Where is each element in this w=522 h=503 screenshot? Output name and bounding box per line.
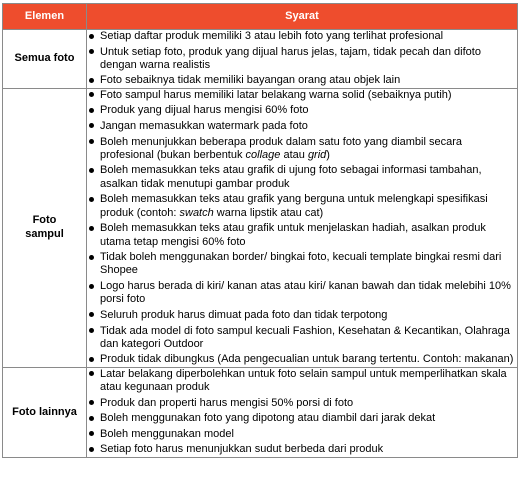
condition-item: Produk dan properti harus mengisi 50% porsi di foto xyxy=(87,397,517,410)
condition-item: Jangan memasukkan watermark pada foto xyxy=(87,120,517,133)
header-elemen: Elemen xyxy=(3,4,87,30)
condition-item: Foto sampul harus memiliki latar belakang warna solid (sebaiknya putih) xyxy=(87,89,517,102)
table-row xyxy=(3,367,518,457)
element-cell: Semua foto xyxy=(3,30,87,89)
conditions-cell xyxy=(87,367,518,457)
header-row xyxy=(3,4,518,30)
condition-item: Untuk setiap foto, produk yang dijual harus jelas, tajam, tidak pecah dan difoto dengan warna realistis xyxy=(87,46,517,73)
condition-list xyxy=(87,30,517,88)
condition-item: Tidak ada model di foto sampul kecuali Fashion, Kesehatan & Kecantikan, Olahraga dan kategori Outdoor xyxy=(87,325,517,352)
condition-list xyxy=(87,89,517,367)
condition-item: Seluruh produk harus dimuat pada foto dan tidak terpotong xyxy=(87,309,517,322)
condition-item: Logo harus berada di kiri/ kanan atas atau kiri/ kanan bawah dan tidak melebihi 10% porsi foto xyxy=(87,280,517,307)
condition-item: Latar belakang diperbolehkan untuk foto selain sampul untuk memperlihatkan skala atau kegunaan produk xyxy=(87,368,517,395)
header-syarat: Syarat xyxy=(87,4,518,30)
table-row xyxy=(3,88,518,367)
condition-item: Setiap daftar produk memiliki 3 atau lebih foto yang terlihat profesional xyxy=(87,30,517,43)
condition-item: Boleh menunjukkan beberapa produk dalam satu foto yang diambil secara profesional (bukan berbentuk collage atau grid) xyxy=(87,136,517,163)
condition-item: Boleh menggunakan model xyxy=(87,428,517,441)
condition-item: Setiap foto harus menunjukkan sudut berbeda dari produk xyxy=(87,443,517,456)
condition-item: Tidak boleh menggunakan border/ bingkai foto, kecuali template bingkai resmi dari Shopee xyxy=(87,251,517,278)
conditions-cell xyxy=(87,30,518,89)
condition-item: Foto sebaiknya tidak memiliki bayangan orang atau objek lain xyxy=(87,74,517,87)
condition-item: Boleh menggunakan foto yang dipotong atau diambil dari jarak dekat xyxy=(87,412,517,425)
condition-item: Boleh memasukkan teks atau grafik yang berguna untuk melengkapi spesifikasi produk (contoh: swatch warna lipstik atau cat) xyxy=(87,193,517,220)
element-cell: Foto lainnya xyxy=(3,367,87,457)
table-row xyxy=(3,30,518,89)
condition-item: Produk yang dijual harus mengisi 60% foto xyxy=(87,104,517,117)
requirements-table xyxy=(2,3,518,458)
element-label: Foto sampul xyxy=(25,214,64,240)
condition-item: Boleh memasukkan teks atau grafik di ujung foto sebagai informasi tambahan, asalkan tidak menutupi gambar produk xyxy=(87,164,517,191)
condition-list xyxy=(87,368,517,457)
element-cell xyxy=(3,88,87,367)
conditions-cell xyxy=(87,88,518,367)
condition-item: Boleh memasukkan teks atau grafik untuk menjelaskan hadiah, asalkan produk utama tetap mengisi 60% foto xyxy=(87,222,517,249)
condition-item: Produk tidak dibungkus (Ada pengecualian untuk barang tertentu. Contoh: makanan) xyxy=(87,353,517,366)
